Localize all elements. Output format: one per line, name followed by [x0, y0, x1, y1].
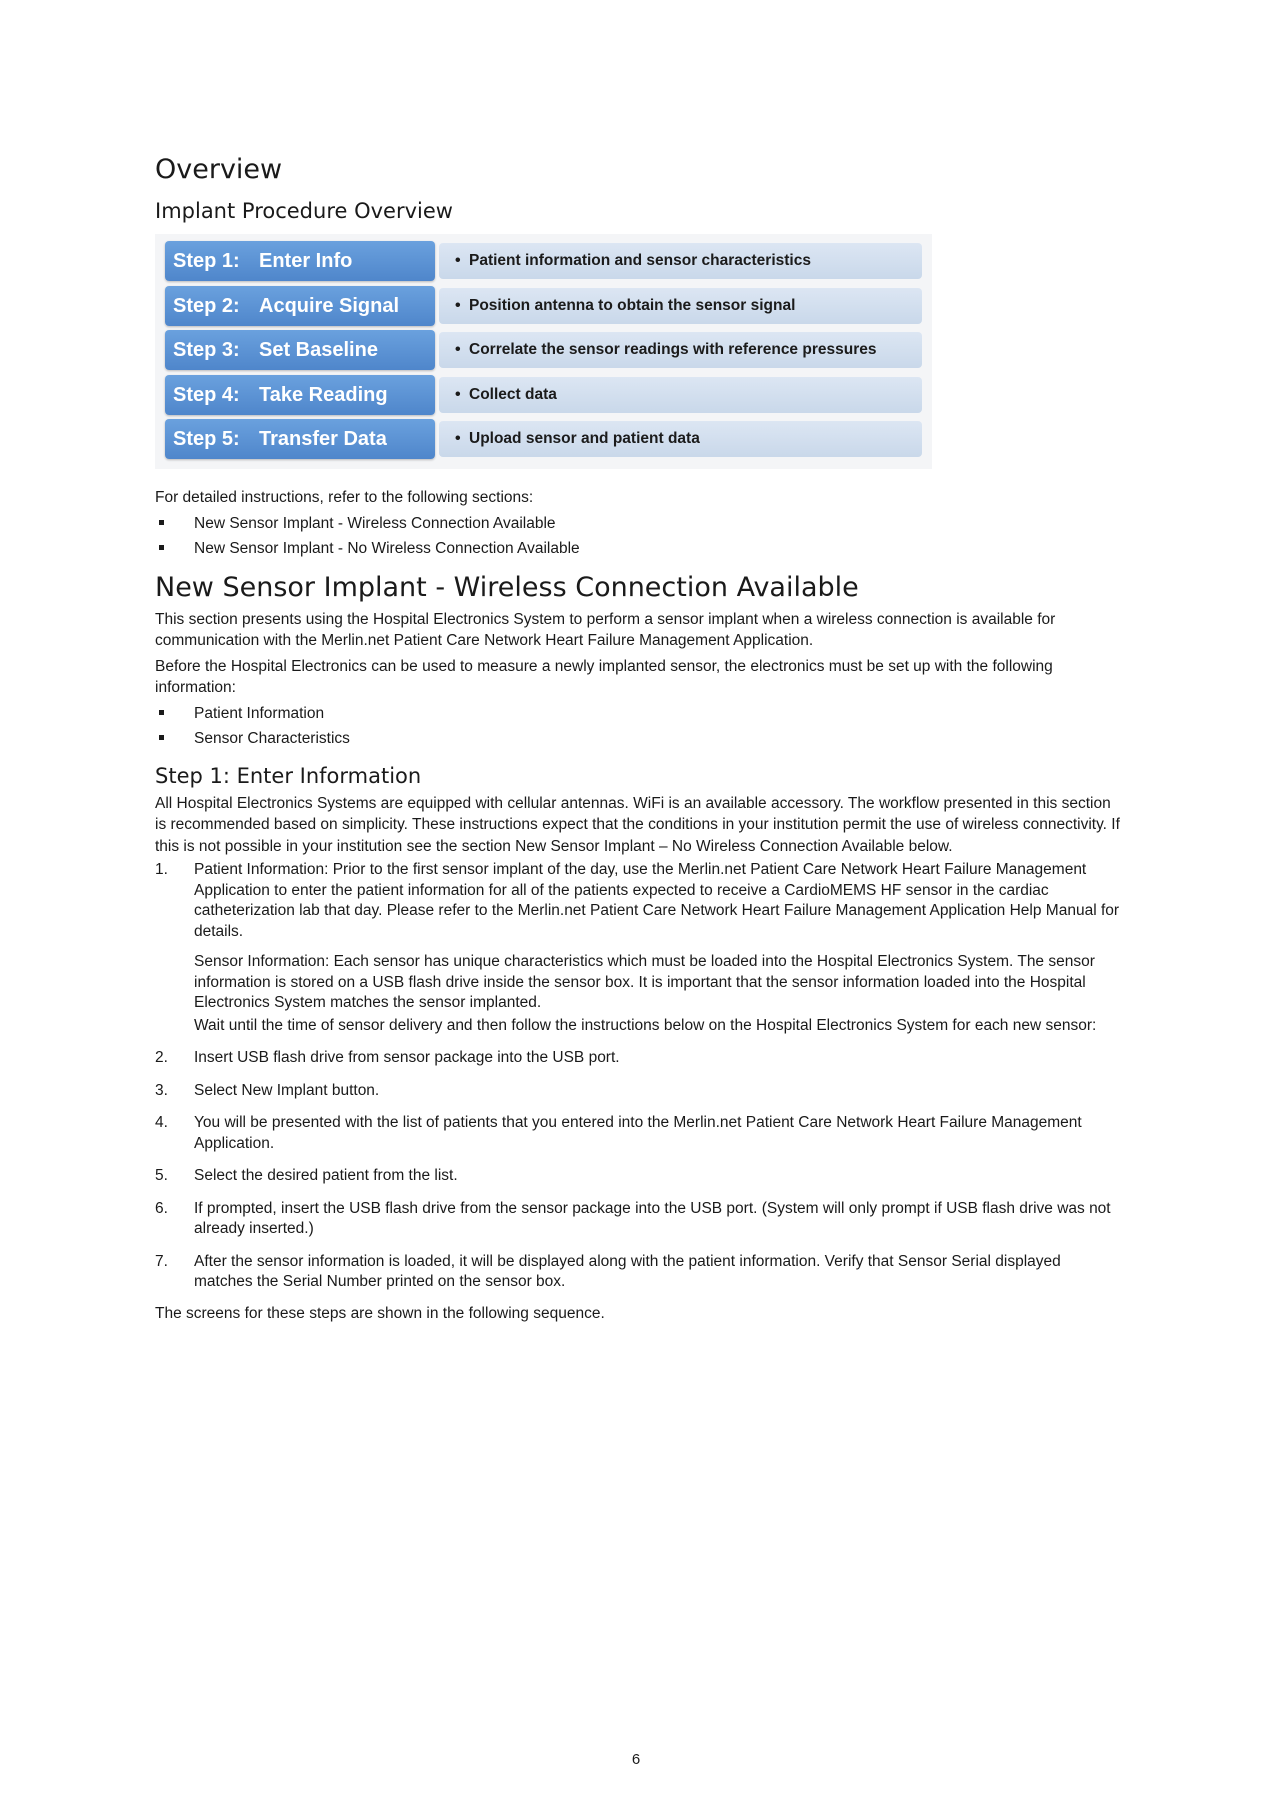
- list-item: [155, 1048, 1120, 1069]
- step-row: [165, 285, 922, 327]
- item-text: Select New Implant button.: [194, 1081, 380, 1099]
- list-item: [155, 1113, 1120, 1154]
- step-title: Transfer Data: [259, 428, 387, 451]
- section-paragraph: Before the Hospital Electronics can be used to measure a newly implanted sensor, the electronics must be set up with the following information:: [155, 657, 1053, 696]
- item-extra-text: Sensor Information: Each sensor has unique characteristics which must be loaded into the Hospital Electronics System. The sensor information is stored on a USB flash drive inside the sensor box. It is important that the sensor information loaded into the Hospital Electronics System matches the sensor implanted.: [194, 953, 1095, 1011]
- item-text: After the sensor information is loaded, it will be displayed along with the patient information. Verify that Sensor Serial displayed matches the Serial Number printed on the sensor box.: [194, 1252, 1061, 1290]
- step-row: [165, 329, 922, 371]
- list-item: [155, 1199, 1120, 1240]
- step-description: • Collect data: [439, 377, 922, 413]
- item-text: You will be presented with the list of patients that you entered into the Merlin.net Patient Care Network Heart Failure Management Application.: [194, 1114, 1082, 1152]
- item-number: 7.: [155, 1252, 168, 1270]
- step-row: [165, 418, 922, 460]
- step-title: Acquire Signal: [259, 294, 400, 317]
- step-label: [165, 375, 435, 415]
- step1-paragraph: All Hospital Electronics Systems are equipped with cellular antennas. WiFi is an available accessory. The workflow presented in this section is recommended based on simplicity. These instructions expect that the conditions in your institution permit the use of wireless connectivity. If this is not possible in your institution see the section New Sensor Implant – No Wireless Connection Available below.: [155, 794, 1120, 855]
- step-label: [165, 286, 435, 326]
- step-number: Step 5:: [173, 428, 240, 451]
- implant-steps-graphic: [155, 234, 932, 469]
- setup-info-list: [155, 701, 1120, 751]
- document-page: [155, 150, 1120, 1324]
- section-paragraph: This section presents using the Hospital Electronics System to perform a sensor implant when a wireless connection is available for communication with the Merlin.net Patient Care Network Heart Failure Management Application.: [155, 610, 1056, 649]
- item-number: 5.: [155, 1167, 168, 1184]
- step1-instructions: [155, 860, 1120, 1293]
- step-number: Step 1:: [173, 250, 240, 272]
- step-description: • Patient information and sensor characteristics: [439, 243, 922, 279]
- list-item: New Sensor Implant - Wireless Connection Available: [155, 511, 1120, 536]
- list-item: [155, 860, 1120, 1036]
- step-description: • Correlate the sensor readings with reference pressures: [439, 332, 922, 368]
- step-number: Step 2:: [173, 294, 240, 317]
- item-number: 6.: [155, 1199, 168, 1217]
- step-title: Enter Info: [259, 250, 353, 272]
- overview-heading: Overview: [155, 154, 283, 185]
- step-description: • Upload sensor and patient data: [439, 421, 922, 457]
- list-item: [155, 1081, 1120, 1102]
- list-item: Patient Information: [155, 701, 1120, 726]
- list-item: [155, 1252, 1120, 1293]
- step-label: [165, 419, 435, 459]
- step-label: [165, 241, 435, 281]
- item-extra-text: Wait until the time of sensor delivery and then follow the instructions below on the Hospital Electronics System for each new sensor:: [194, 1016, 1097, 1034]
- implant-overview-heading: Implant Procedure Overview: [155, 199, 453, 223]
- page-number: 6: [631, 1751, 641, 1768]
- list-item: [155, 1166, 1120, 1187]
- step-label: [165, 330, 435, 370]
- step-row: [165, 374, 922, 416]
- step-title: Set Baseline: [259, 339, 378, 362]
- item-number: 3.: [155, 1081, 168, 1099]
- item-text: Patient Information: Prior to the first sensor implant of the day, use the Merlin.net Patient Care Network Heart Failure Management Application to enter the patient information for all of the patients expected to receive a CardioMEMS HF sensor in the cardiac catheterization lab that day. Please refer to the Merlin.net Patient Care Network Heart Failure Management Application Help Manual for details.: [194, 861, 1120, 940]
- step-number: Step 3:: [173, 339, 240, 362]
- intro-text: For detailed instructions, refer to the following sections:: [155, 489, 534, 506]
- closing-text: The screens for these steps are shown in the following sequence.: [155, 1304, 605, 1322]
- step-row: [165, 240, 922, 282]
- step-number: Step 4:: [173, 383, 240, 406]
- step-description: • Position antenna to obtain the sensor signal: [439, 288, 922, 324]
- item-text: If prompted, insert the USB flash drive from the sensor package into the USB port. (System will only prompt if USB flash drive was not already inserted.): [194, 1199, 1111, 1237]
- item-text: Insert USB flash drive from sensor package into the USB port.: [194, 1049, 620, 1066]
- item-number: 1.: [155, 861, 168, 878]
- list-item: Sensor Characteristics: [155, 726, 1120, 751]
- list-item: New Sensor Implant - No Wireless Connection Available: [155, 536, 1120, 561]
- item-text: Select the desired patient from the list.: [194, 1167, 458, 1184]
- step1-heading: Step 1: Enter Information: [155, 763, 422, 788]
- section-reference-list: [155, 511, 1120, 561]
- item-number: 2.: [155, 1049, 168, 1066]
- item-number: 4.: [155, 1114, 168, 1131]
- step-title: Take Reading: [259, 383, 388, 406]
- section-heading: New Sensor Implant - Wireless Connection Available: [155, 571, 859, 603]
